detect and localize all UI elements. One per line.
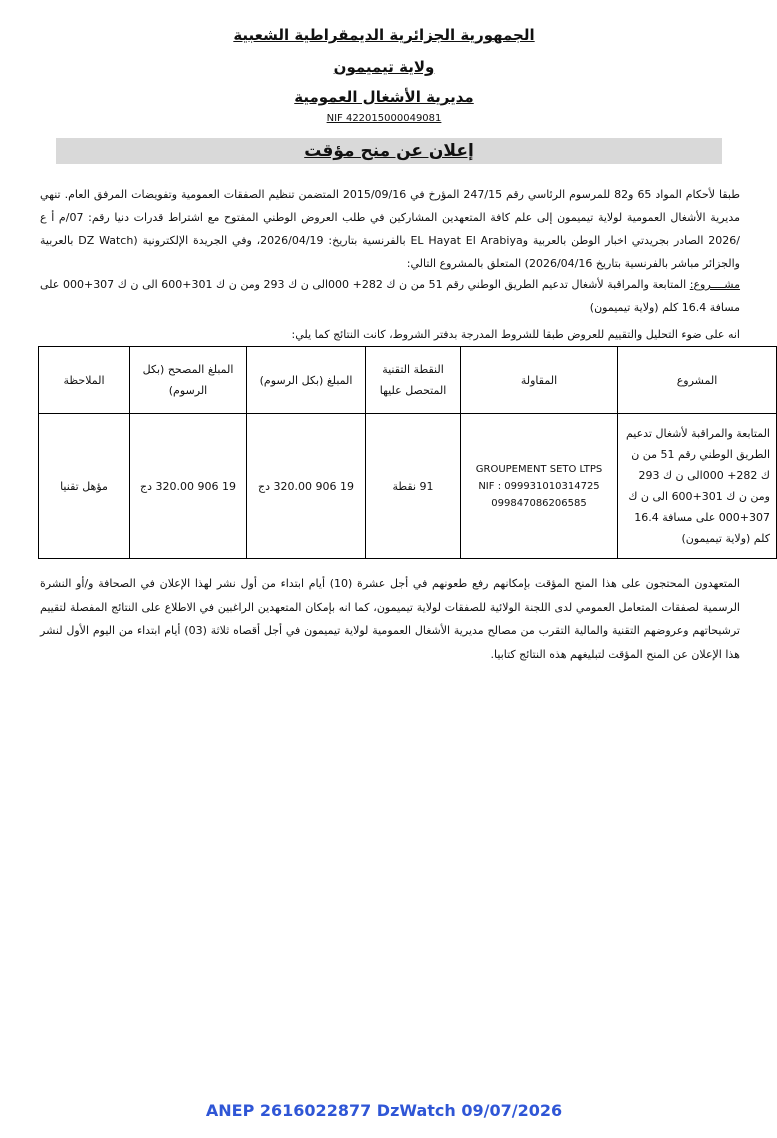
header-note: الملاحظة (39, 347, 130, 414)
contractor-name: GROUPEMENT SETO LTPS (475, 463, 603, 475)
closing-paragraph: المتعهدون المحتجون على هذا المنح المؤقت بإمكانهم رفع طعونهم في أجل عشرة (10) أيام ابتداء من أول نشر لهذا الإعلان في الصحافة و/أو النشرة الرسمية لصفقات المتعامل العمومي لدى اللجنة الولائية للصفقات لولاية تيميمون، كما انه بإمكان المتعهدين الراغبين في الاطلاع على النتائج المفصلة لتقييم ترشيحاتهم وعروضهم التقنية والمالية التقرب من مصالح مديرية الأشغال العمومية لولاية تيميمون في أجل أقصاه ثلاثة (03) أيام ابتداء من اليوم الأول لنشر هذا الإعلان عن المنح المؤقت لتبليغهم هذه النتائج كتابيا. (40, 577, 740, 661)
header-contractor: المقاولة (461, 347, 618, 414)
project-text: المتابعة والمراقبة لأشغال تدعيم الطريق الوطني رقم 51 من ن ك 282+ 000الى ن ك 293 ومن ن ك 301+600 الى ن ك 307+000 على مسافة 16.4 كلم (ولاية تيميمون) (40, 278, 740, 314)
cell-note: مؤهل تقنيا (39, 414, 130, 559)
header-project: المشروع (618, 347, 777, 414)
cell-project: المتابعة والمراقبة لأشغال تدعيم الطريق الوطني رقم 51 من ن ك 282+ 000الى ن ك 293 ومن ن ك 301+600 الى ن ك 307+000 على مسافة 16.4 كلم (ولاية تيميمون) (618, 414, 777, 559)
province-heading: ولاية تيميمون (333, 58, 435, 76)
project-paragraph (40, 273, 740, 319)
directorate-heading: مديرية الأشغال العمومية (294, 88, 474, 106)
footer-reference: ANEP 2616022877 DzWatch 09/07/2026 (205, 1101, 563, 1120)
results-intro: انه على ضوء التحليل والتقييم للعروض طبقا للشروط المدرجة بدفتر الشروط، كانت النتائج كما يلي: (291, 328, 740, 341)
table-row (39, 414, 777, 559)
intro-paragraph: طبقا لأحكام المواد 65 و82 للمرسوم الرئاسي رقم 247/15 المؤرخ في 2015/09/16 المتضمن تنظيم الصفقات العمومية وتفويضات المرفق العام. تنهي مديرية الأشغال العمومية لولاية تيميمون إلى علم كافة المتعهدين المشاركين في طلب العروض الوطني المفتوح مع اشتراط قدرات دنيا رقم: 07/م أ ع /2026 الصادر بجريدتي اخبار الوطن بالعربية وEL Hayat El Arabiya بالفرنسية بتاريخ: 2026/04/19، وفي الجريدة الإلكترونية (DZ Watch بالعربية والجزائر مباشر بالفرنسية بتاريخ 2026/04/16) المتعلق بالمشروع التالي: (40, 188, 741, 270)
cell-amount: 19 906 320.00 دج (247, 414, 366, 559)
cell-score: 91 نقطة (366, 414, 461, 559)
contractor-nif-2: 099847086206585 (491, 497, 587, 509)
country-heading: الجمهورية الجزائرية الديمقراطية الشعبية (233, 26, 535, 44)
header-amount-corrected: المبلغ المصحح (بكل الرسوم) (130, 347, 247, 414)
header-score: النقطة التقنية المتحصل عليها (366, 347, 461, 414)
nif-number: NIF 422015000049081 (326, 113, 442, 124)
announcement-title: إعلان عن منح مؤقت (56, 138, 722, 164)
table-header-row (39, 347, 777, 414)
cell-amount-corrected: 19 906 320.00 دج (130, 414, 247, 559)
project-label: مشــــروع: (689, 278, 741, 291)
header-amount: المبلغ (بكل الرسوم) (247, 347, 366, 414)
results-table (38, 346, 777, 559)
contractor-nif-1: NIF : 099931010314725 (478, 480, 600, 492)
cell-contractor (461, 414, 618, 559)
